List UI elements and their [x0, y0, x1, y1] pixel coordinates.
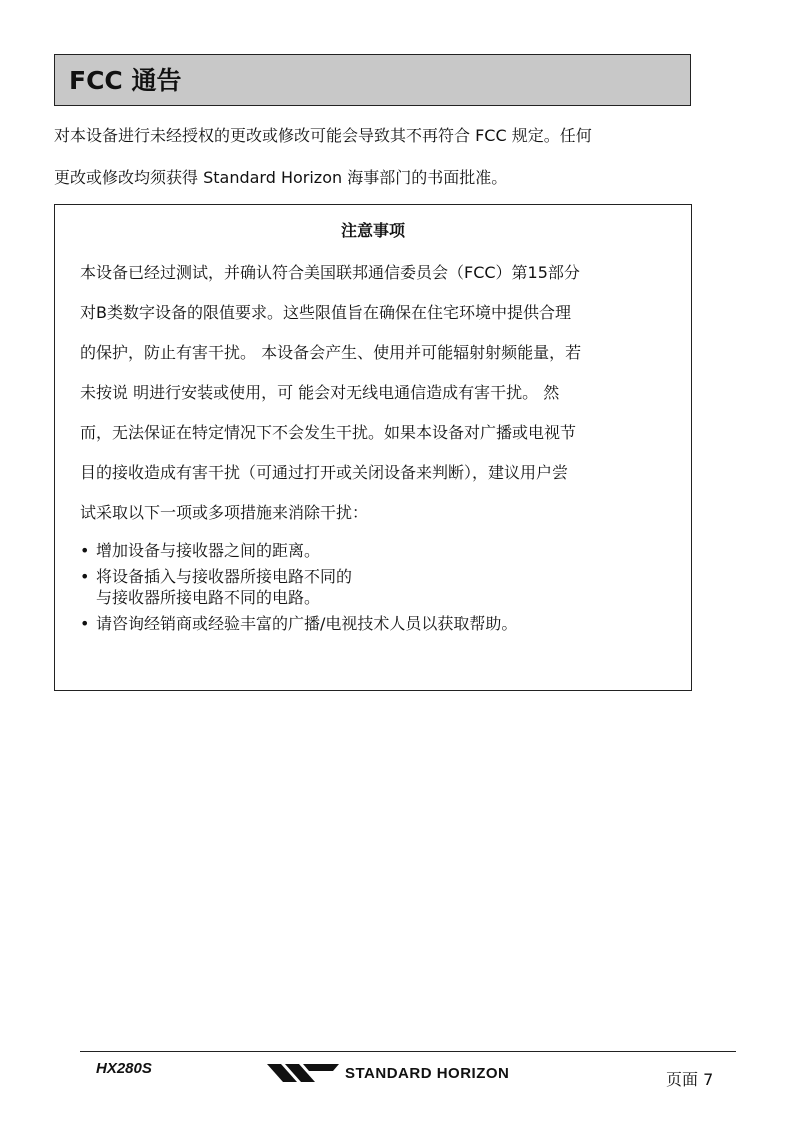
list-item-text: 增加设备与接收器之间的距离。	[96, 541, 321, 560]
bullet-dot-icon: •	[80, 541, 90, 560]
notice-body	[80, 253, 680, 533]
notice-line: 对B类数字设备的限值要求。这些限值旨在确保在住宅环境中提供合理	[80, 303, 571, 322]
model-name: HX280S	[96, 1060, 152, 1077]
notice-line: 目的接收造成有害干扰（可通过打开或关闭设备来判断），建议用户尝	[80, 463, 569, 482]
standard-horizon-chevron-logo-icon	[267, 1062, 339, 1084]
section-title: FCC 通告	[69, 66, 182, 95]
brand-name: STANDARD HORIZON	[345, 1064, 510, 1082]
notice-line: 本设备已经过测试，并确认符合美国联邦通信委员会（FCC）第15部分	[80, 263, 580, 282]
footer-divider	[80, 1051, 736, 1052]
notice-box	[54, 204, 692, 691]
bullet-dot-icon: •	[80, 614, 90, 633]
bullet-dot-icon: •	[80, 567, 90, 586]
notice-line: 的保护，防止有害干扰。 本设备会产生、使用并可能辐射射频能量，若	[80, 343, 582, 362]
notice-line: 而，无法保证在特定情况下不会发生干扰。如果本设备对广播或电视节	[80, 423, 577, 442]
intro-paragraph	[54, 115, 704, 199]
list-item-text: 请咨询经销商或经验丰富的广播/电视技术人员以获取帮助。	[96, 614, 518, 633]
list-item-text: 将设备插入与接收器所接电路不同的	[96, 567, 353, 586]
brand-logo	[267, 1061, 509, 1085]
notice-title: 注意事项	[340, 221, 405, 240]
intro-line: 对本设备进行未经授权的更改或修改可能会导致其不再符合 FCC 规定。任何	[54, 126, 592, 145]
page-number: 页面 7	[666, 1070, 714, 1089]
list-item	[80, 566, 680, 608]
notice-line: 未按说 明进行安装或使用，可 能会对无线电通信造成有害干扰。 然	[80, 383, 560, 402]
list-item	[80, 540, 680, 561]
list-item-text: 与接收器所接电路不同的电路。	[96, 588, 321, 607]
list-item	[80, 613, 680, 634]
remedy-list	[80, 540, 680, 639]
notice-line: 试采取以下一项或多项措施来消除干扰：	[80, 503, 369, 522]
intro-line: 更改或修改均须获得 Standard Horizon 海事部门的书面批准。	[54, 168, 508, 187]
section-title-bar	[54, 54, 691, 106]
